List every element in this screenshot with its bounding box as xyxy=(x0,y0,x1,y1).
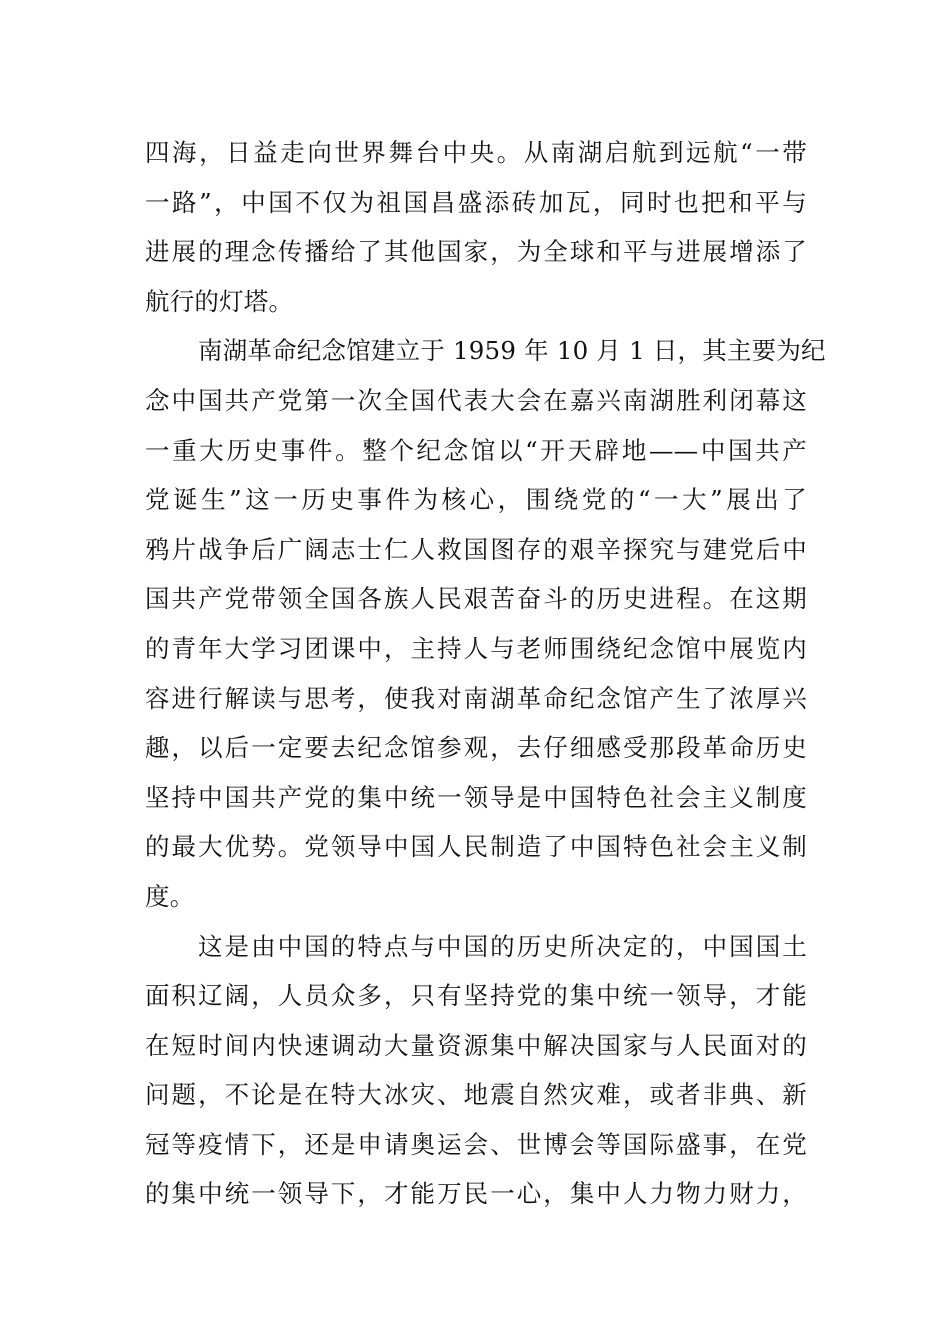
text-line: 念中国共产党第一次全国代表大会在嘉兴南湖胜利闭幕这 xyxy=(145,385,807,415)
text-line: 国共产党带领全国各族人民艰苦奋斗的历史进程。在这期 xyxy=(145,584,807,614)
document-body xyxy=(145,128,826,1219)
text-line: 坚持中国共产党的集中统一领导是中国特色社会主义制度 xyxy=(145,782,807,812)
paragraph-1 xyxy=(145,128,807,326)
text-line: 在短时间内快速调动大量资源集中解决国家与人民面对的 xyxy=(145,1030,807,1060)
text-line: 冠等疫情下，还是申请奥运会、世博会等国际盛事，在党 xyxy=(145,1129,807,1159)
paragraph-2 xyxy=(145,326,826,921)
text-line: 航行的灯塔。 xyxy=(145,286,294,316)
text-line: 度。 xyxy=(145,881,195,911)
text-line: 的青年大学习团课中，主持人与老师围绕纪念馆中展览内 xyxy=(145,633,807,663)
text-line: 一重大历史事件。整个纪念馆以“开天辟地——中国共产 xyxy=(145,435,807,465)
text-line: 进展的理念传播给了其他国家，为全球和平与进展增添了 xyxy=(145,237,807,267)
text-line: 这是由中国的特点与中国的历史所决定的，中国国土 xyxy=(198,931,807,961)
text-line: 问题，不论是在特大冰灾、地震自然灾难，或者非典、新 xyxy=(145,1080,807,1110)
text-line: 容进行解读与思考，使我对南湖革命纪念馆产生了浓厚兴 xyxy=(145,683,807,713)
text-line: 的集中统一领导下，才能万民一心，集中人力物力财力， xyxy=(145,1179,807,1209)
text-line: 鸦片战争后广阔志士仁人救国图存的艰辛探究与建党后中 xyxy=(145,534,807,564)
text-line: 的最大优势。党领导中国人民制造了中国特色社会主义制 xyxy=(145,832,807,862)
text-line: 南湖革命纪念馆建立于 1959 年 10 月 1 日，其主要为纪 xyxy=(198,336,826,366)
text-line: 面积辽阔，人员众多，只有坚持党的集中统一领导，才能 xyxy=(145,981,807,1011)
text-line: 趣，以后一定要去纪念馆参观，去仔细感受那段革命历史 xyxy=(145,733,807,763)
text-line: 一路”，中国不仅为祖国昌盛添砖加瓦，同时也把和平与 xyxy=(145,187,807,217)
text-line: 四海，日益走向世界舞台中央。从南湖启航到远航“一带 xyxy=(145,138,807,167)
paragraph-3 xyxy=(145,922,807,1220)
text-line: 党诞生”这一历史事件为核心，围绕党的“一大”展出了 xyxy=(145,485,807,515)
